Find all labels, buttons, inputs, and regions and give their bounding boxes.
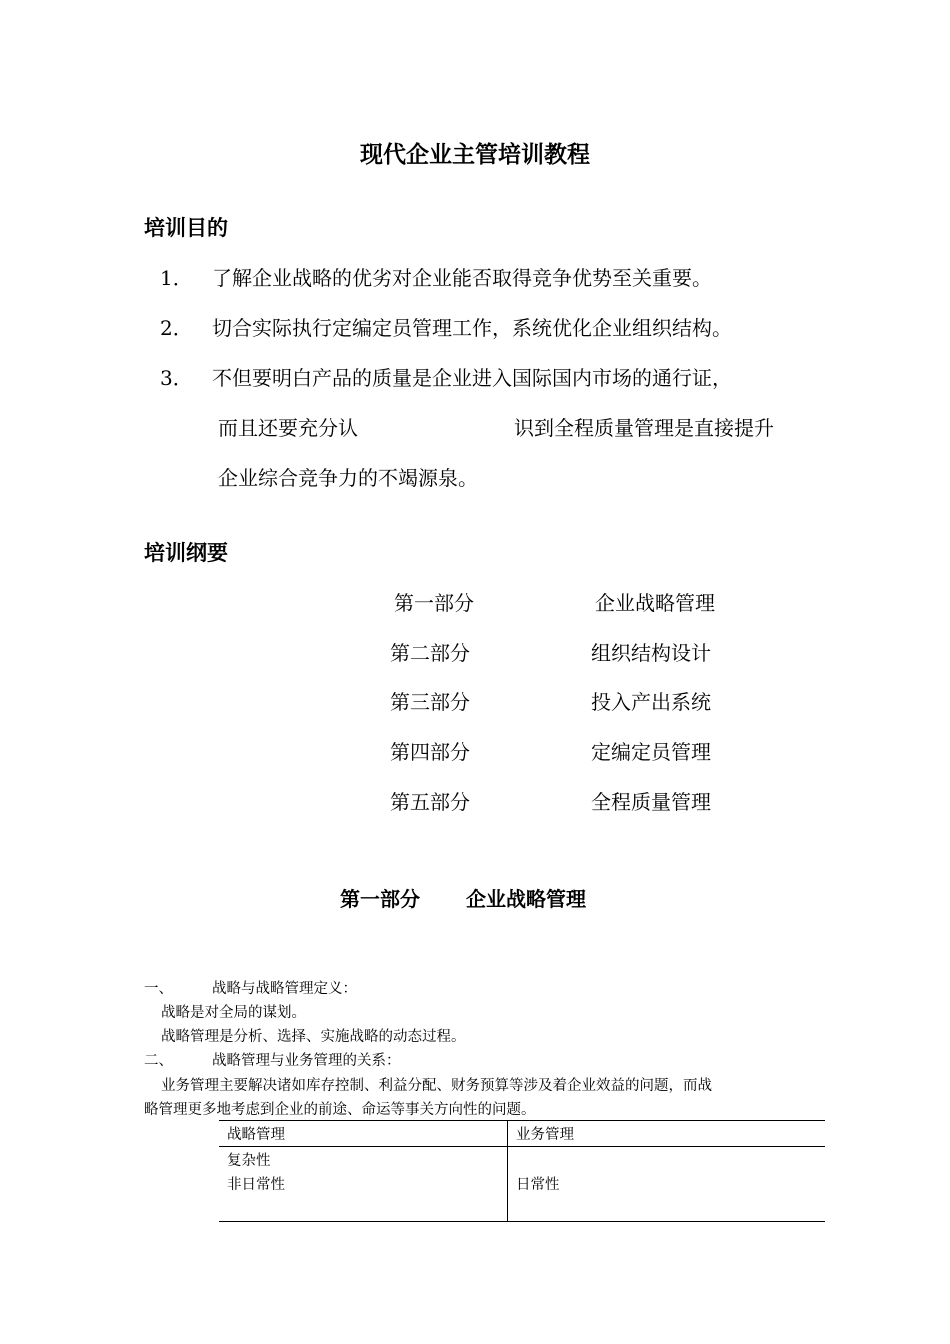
goal-number: 2． bbox=[160, 316, 193, 340]
goal-text: 了解企业战略的优劣对企业能否取得竞争优势至关重要。 bbox=[212, 266, 712, 290]
goal-number: 1． bbox=[160, 266, 193, 290]
table-row bbox=[219, 1147, 825, 1222]
goal-continuation-1a: 而且还要充分认 bbox=[218, 416, 358, 440]
table-header-row bbox=[219, 1121, 825, 1147]
goal-continuation-2: 企业综合竞争力的不竭源泉。 bbox=[218, 466, 478, 490]
strategic-management-definition: 战略管理是分析、选择、实施战略的动态过程。 bbox=[161, 1029, 466, 1045]
table-cell-text: 非日常性 bbox=[227, 1177, 285, 1193]
strategy-definition: 战略是对全局的谋划。 bbox=[161, 1005, 306, 1021]
part-one-label: 第一部分 bbox=[340, 887, 420, 911]
goal-item-3 bbox=[160, 362, 732, 391]
comparison-table bbox=[219, 1120, 825, 1222]
document-title: 现代企业主管培训教程 bbox=[360, 142, 590, 168]
paragraph-line-2: 略管理更多地考虑到企业的前途、命运等事关方向性的问题。 bbox=[144, 1102, 536, 1118]
section-title-1: 战略与战略管理定义： bbox=[212, 981, 357, 997]
goal-text: 切合实际执行定编定员管理工作，系统优化企业组织结构。 bbox=[212, 316, 732, 340]
table-header-strategic: 战略管理 bbox=[219, 1121, 508, 1147]
paragraph-line-1: 业务管理主要解决诸如库存控制、利益分配、财务预算等涉及着企业效益的问题，而战 bbox=[161, 1078, 712, 1094]
table-header-business: 业务管理 bbox=[508, 1121, 826, 1147]
part-one-title bbox=[340, 883, 586, 912]
outline-topic-5: 全程质量管理 bbox=[591, 790, 711, 814]
outline-part-1: 第一部分 bbox=[394, 591, 474, 615]
outline-topic-3: 投入产出系统 bbox=[591, 690, 711, 714]
section-title-2: 战略管理与业务管理的关系： bbox=[212, 1053, 401, 1069]
table-cell-business: 日常性 bbox=[508, 1147, 826, 1222]
section-number-2: 二、 bbox=[144, 1053, 173, 1069]
part-one-topic: 企业战略管理 bbox=[466, 887, 586, 911]
training-goals-heading: 培训目的 bbox=[144, 216, 228, 240]
section-number-1: 一、 bbox=[144, 981, 173, 997]
table-cell-strategic bbox=[219, 1147, 508, 1222]
outline-part-4: 第四部分 bbox=[390, 740, 470, 764]
outline-topic-4: 定编定员管理 bbox=[591, 740, 711, 764]
outline-topic-1: 企业战略管理 bbox=[595, 591, 715, 615]
goal-continuation-1b: 识到全程质量管理是直接提升 bbox=[514, 416, 774, 440]
goal-text: 不但要明白产品的质量是企业进入国际国内市场的通行证， bbox=[212, 366, 732, 390]
goal-number: 3． bbox=[160, 366, 193, 390]
outline-part-5: 第五部分 bbox=[390, 790, 470, 814]
goal-item-1 bbox=[160, 262, 712, 291]
table-cell-text: 复杂性 bbox=[227, 1153, 271, 1169]
outline-part-2: 第二部分 bbox=[390, 641, 470, 665]
training-outline-heading: 培训纲要 bbox=[144, 541, 228, 565]
outline-part-3: 第三部分 bbox=[390, 690, 470, 714]
outline-topic-2: 组织结构设计 bbox=[591, 641, 711, 665]
goal-item-2 bbox=[160, 312, 732, 341]
